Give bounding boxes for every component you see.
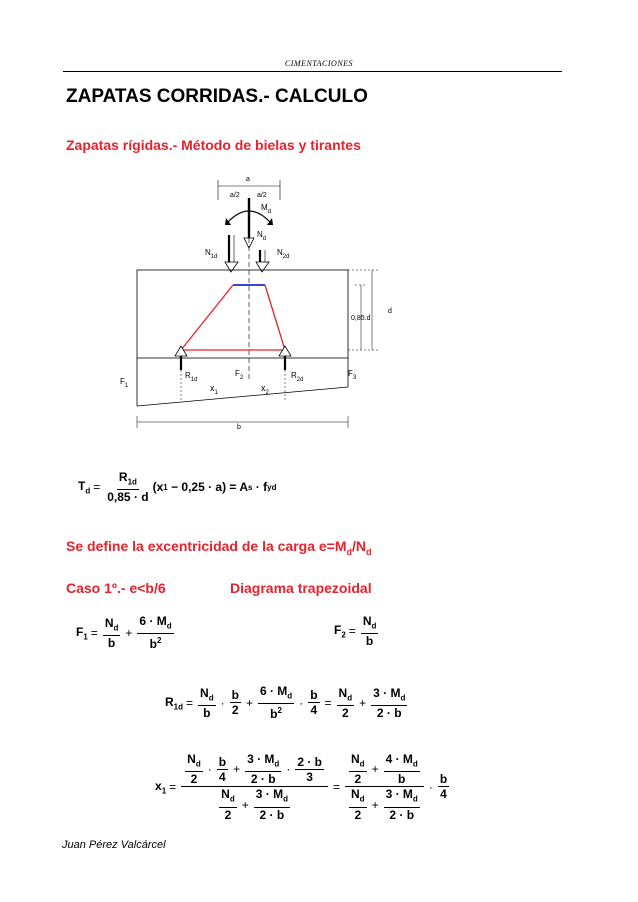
label-F2: $F_2$ [235, 369, 244, 381]
label-Md: $M_d$ [261, 203, 272, 215]
label-b: b [237, 424, 241, 431]
label-Nd: $N_d$ [257, 230, 267, 242]
author-footer: Juan Pérez Valcárcel [62, 839, 166, 851]
strut-left [181, 285, 233, 350]
label-d: d [388, 308, 392, 315]
label-x2: $x_2$ [261, 383, 269, 396]
strut-right [265, 285, 285, 350]
case1-label: Caso 1º.- e<b/6 [66, 580, 166, 596]
label-R2d: $R_{2d}$ [291, 371, 304, 383]
page-title: ZAPATAS CORRIDAS.- CALCULO [66, 86, 368, 107]
label-F3: $F_3$ [348, 369, 357, 381]
label-N2d: $N_{2d}$ [277, 248, 290, 260]
case1-diagram-label: Diagrama trapezoidal [230, 580, 372, 596]
running-header: CIMENTACIONES [284, 59, 354, 68]
label-R1d: $R_{1d}$ [185, 371, 198, 383]
section-subtitle: Zapatas rígidas.- Método de bielas y tirantes [66, 137, 361, 153]
equation-F2: $F_2$ = $\frac{N_d}{b}$ [334, 614, 377, 649]
equation-x1: $x_1$ = $\frac{N_d}{2}$ · $\frac{b}{4}$ + $\frac{3 \cdot M_d}{2 \cdot b}$ · $\frac{2 \cdot b}{3}$ $\frac{N_d}{2}$ + $\frac{3 \cdot M_d}{2 \cdot b}$ = $\frac{N_d}{2}$ + $\frac{4 \cdot M_d}{b}$ $\frac{N_d}{2}$ + $\frac{3 \cdot M_d}{2 \cdot b}$ · $\frac{b}{4}$ [155, 752, 448, 822]
equation-F1: $F_1$ = $\frac{N_d}{b}$ + $\frac{6 \cdot M_d}{b^2}$ [76, 614, 172, 652]
pressure-line [137, 387, 348, 406]
equation-R1d: $R_{1d}$ = $\frac{N_d}{b}$ · $\frac{b}{2}$ + $\frac{6 \cdot M_d}{b^2}$ · $\frac{b}{4}$ = $\frac{N_d}{2}$ + $\frac{3 \cdot M_d}{2 \cdot b}$ [165, 684, 406, 722]
footing-diagram [110, 170, 410, 435]
label-085d: 0,85.d [351, 315, 371, 322]
label-N1d: $N_{1d}$ [205, 248, 218, 260]
footing-body [137, 270, 348, 358]
label-F1: $F_1$ [120, 377, 129, 389]
label-a: a [246, 176, 250, 183]
label-a2-right: a/2 [257, 192, 267, 199]
equation-Td: $T_d$ = $\frac{R_{1d}}{0,85 \cdot d}$ (x 1 − 0,25 · a) = A s · f yd [78, 470, 277, 505]
label-x1: $x_1$ [210, 383, 218, 396]
label-a2-left: a/2 [230, 192, 240, 199]
excentricity-text: Se define la excentricidad de la carga $e=M_d/N_d$ [66, 538, 372, 557]
header-rule [63, 71, 562, 72]
